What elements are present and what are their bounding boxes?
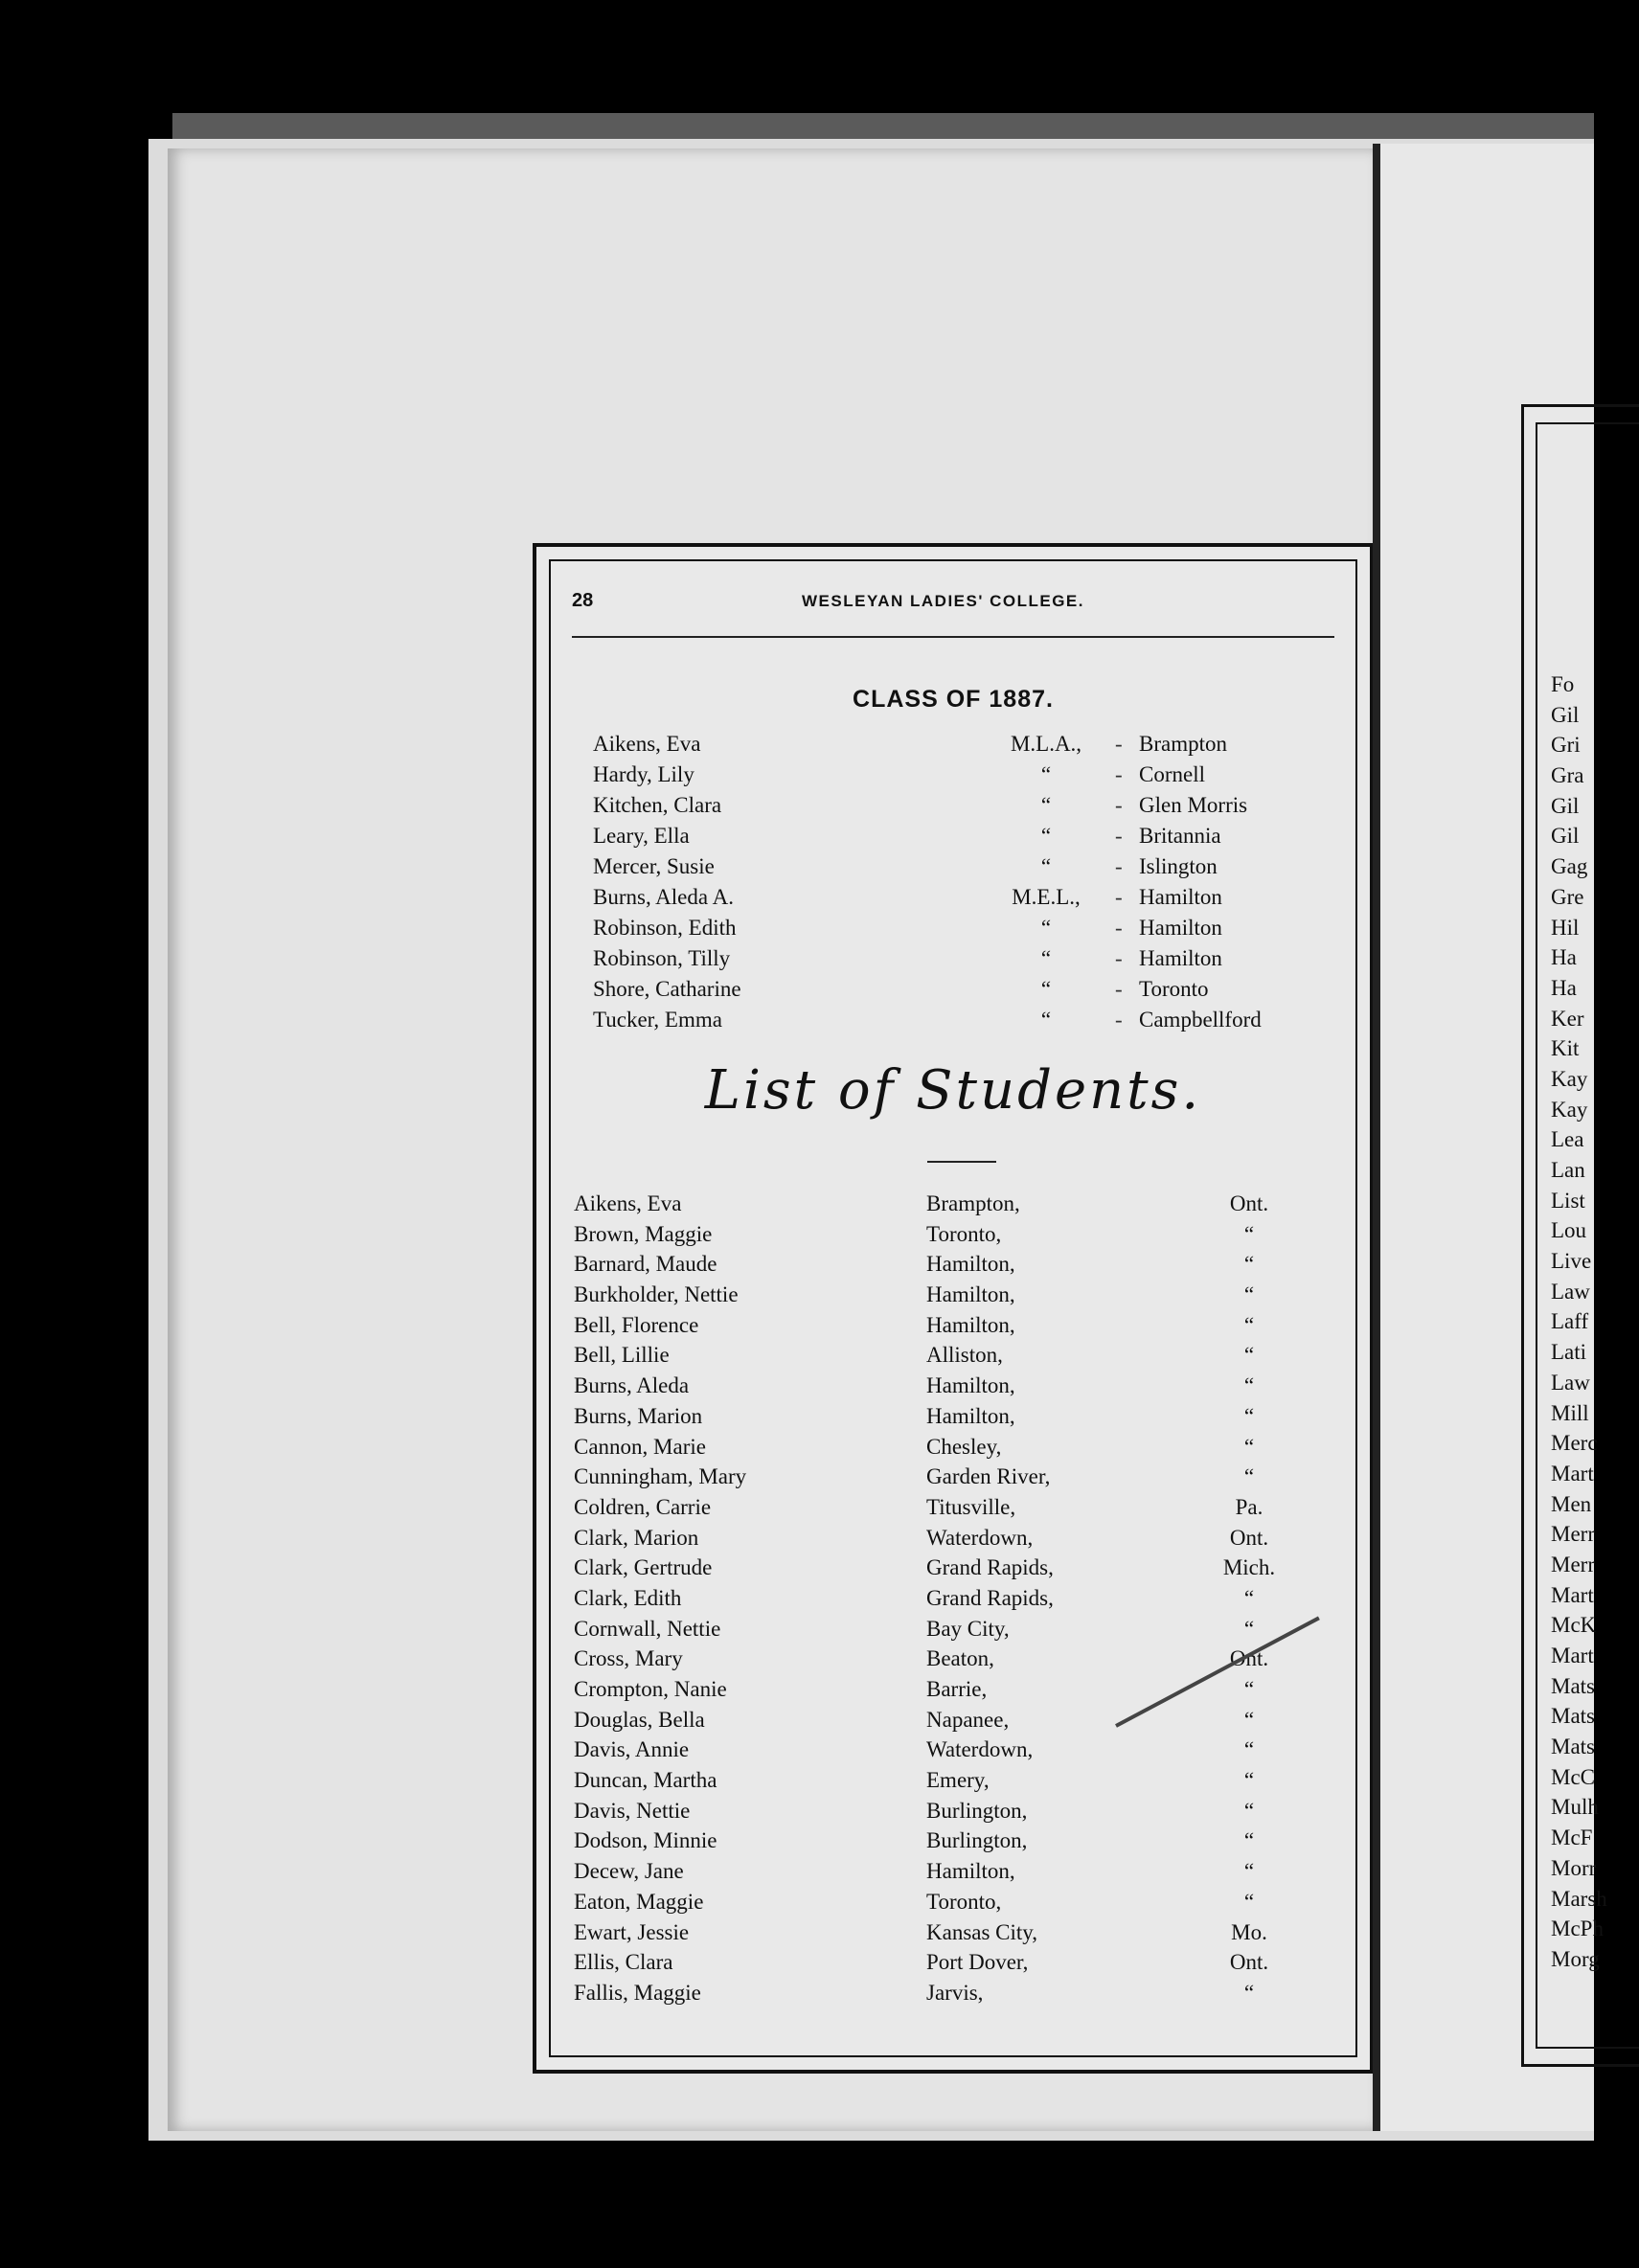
right-page-entry: Gil — [1551, 702, 1580, 727]
student-name: Aikens, Eva — [574, 1191, 682, 1215]
student-row — [574, 1252, 1331, 1282]
graduate-row — [593, 916, 1321, 946]
student-province: Ont. — [1229, 1646, 1269, 1671]
student-row — [574, 1526, 1331, 1556]
running-head — [572, 590, 1327, 619]
graduate-town: Islington — [1139, 854, 1218, 878]
right-page-list — [1551, 672, 1607, 1978]
student-row — [574, 1435, 1331, 1465]
graduate-town: Britannia — [1139, 824, 1221, 848]
right-page-entry: Merr — [1551, 1522, 1595, 1547]
student-name: Clark, Marion — [574, 1525, 699, 1550]
student-province: “ — [1243, 1373, 1255, 1398]
graduate-row — [593, 885, 1321, 916]
right-page-entry: Law — [1551, 1370, 1590, 1395]
right-page-entry: McK — [1551, 1613, 1597, 1638]
class-title: CLASS OF 1887. — [853, 686, 1054, 713]
graduate-degree: “ — [1040, 793, 1052, 817]
student-name: Barnard, Maude — [574, 1252, 717, 1277]
student-name: Duncan, Martha — [574, 1768, 717, 1793]
student-row — [574, 1617, 1331, 1647]
graduate-name: Burns, Aleda A. — [593, 885, 734, 909]
student-province: “ — [1243, 1737, 1255, 1762]
graduate-town: Glen Morris — [1139, 793, 1248, 817]
graduate-degree: “ — [1040, 977, 1052, 1001]
student-province: “ — [1243, 1616, 1255, 1641]
right-page-entry: McPh — [1551, 1916, 1604, 1941]
graduate-row — [593, 1008, 1321, 1038]
student-name: Davis, Nettie — [574, 1798, 691, 1823]
student-row — [574, 1981, 1331, 2011]
student-town: Garden River, — [926, 1464, 1051, 1489]
right-page-entry: Mats — [1551, 1735, 1595, 1759]
student-town: Toronto, — [926, 1889, 1002, 1914]
right-page-entry: Ha — [1551, 975, 1577, 1000]
right-page-entry: List — [1551, 1188, 1585, 1213]
student-province: “ — [1243, 1585, 1255, 1610]
graduate-row — [593, 762, 1321, 793]
student-town: Hamilton, — [926, 1252, 1015, 1277]
right-page-entry: Kay — [1551, 1097, 1588, 1122]
book-gutter — [1373, 144, 1380, 2131]
student-row — [574, 1737, 1331, 1768]
student-row — [574, 1677, 1331, 1708]
right-page-entry: Gil — [1551, 824, 1580, 849]
student-province: “ — [1243, 1707, 1255, 1732]
student-name: Burkholder, Nettie — [574, 1282, 739, 1307]
student-province: “ — [1243, 1677, 1255, 1701]
student-province: “ — [1243, 1343, 1255, 1368]
right-page-entry: Morg — [1551, 1946, 1600, 1971]
student-row — [574, 1799, 1331, 1829]
right-page-entry: Merc — [1551, 1431, 1598, 1456]
student-name: Eaton, Maggie — [574, 1889, 704, 1914]
student-province: Ont. — [1229, 1950, 1269, 1975]
leader-dash: - — [1115, 977, 1123, 1001]
student-name: Dodson, Minnie — [574, 1828, 717, 1853]
student-province: Ont. — [1229, 1525, 1269, 1550]
student-name: Burns, Marion — [574, 1403, 703, 1428]
student-row — [574, 1859, 1331, 1890]
right-page-entry: Mart — [1551, 1461, 1594, 1486]
student-row — [574, 1222, 1331, 1253]
student-row — [574, 1890, 1331, 1920]
student-town: Jarvis, — [926, 1980, 984, 2005]
right-page-entry: Hil — [1551, 915, 1580, 940]
graduate-name: Kitchen, Clara — [593, 793, 722, 817]
graduate-degree: “ — [1040, 946, 1052, 970]
leader-dash: - — [1115, 824, 1123, 848]
right-page-entry: Men — [1551, 1491, 1592, 1516]
list-of-students-title: List of Students. — [704, 1059, 1202, 1122]
student-name: Cannon, Marie — [574, 1434, 706, 1459]
graduate-town: Hamilton — [1139, 946, 1222, 970]
student-name: Bell, Florence — [574, 1312, 699, 1337]
student-town: Chesley, — [926, 1434, 1002, 1459]
graduate-degree: “ — [1040, 1008, 1052, 1032]
graduate-name: Aikens, Eva — [593, 732, 701, 756]
student-town: Hamilton, — [926, 1282, 1015, 1307]
student-row — [574, 1313, 1331, 1344]
student-town: Waterdown, — [926, 1525, 1034, 1550]
student-row — [574, 1555, 1331, 1586]
graduate-degree: “ — [1040, 824, 1052, 848]
student-row — [574, 1464, 1331, 1495]
graduate-row — [593, 946, 1321, 977]
student-name: Clark, Edith — [574, 1585, 682, 1610]
student-name: Cunningham, Mary — [574, 1464, 747, 1489]
student-town: Bay City, — [926, 1616, 1010, 1641]
student-province: “ — [1243, 1403, 1255, 1428]
graduate-degree: “ — [1040, 854, 1052, 878]
right-page-entry: Gag — [1551, 854, 1588, 879]
student-name: Bell, Lillie — [574, 1343, 670, 1368]
header-rule — [572, 636, 1334, 638]
student-town: Grand Rapids, — [926, 1585, 1054, 1610]
student-province: Ont. — [1229, 1191, 1269, 1215]
right-page-entry: Gre — [1551, 884, 1584, 909]
right-page-entry: Lou — [1551, 1218, 1587, 1243]
right-page-entry: Mart — [1551, 1644, 1594, 1667]
student-town: Alliston, — [926, 1343, 1003, 1368]
student-name: Brown, Maggie — [574, 1221, 713, 1246]
right-page-entry: Live — [1551, 1249, 1592, 1274]
student-town: Hamilton, — [926, 1373, 1015, 1398]
graduate-town: Hamilton — [1139, 885, 1222, 909]
student-name: Ellis, Clara — [574, 1950, 673, 1975]
student-province: “ — [1243, 1434, 1255, 1459]
right-page — [1380, 144, 1607, 2131]
graduate-town: Cornell — [1139, 762, 1205, 786]
student-province: Pa. — [1235, 1494, 1263, 1519]
graduate-row — [593, 977, 1321, 1008]
graduate-name: Robinson, Tilly — [593, 946, 731, 970]
right-page-entry: Mart — [1551, 1582, 1594, 1607]
student-town: Hamilton, — [926, 1312, 1015, 1337]
leader-dash: - — [1115, 1008, 1123, 1032]
leader-dash: - — [1115, 885, 1123, 909]
right-page-entry: Kit — [1551, 1036, 1580, 1061]
student-province: “ — [1243, 1252, 1255, 1277]
leader-dash: - — [1115, 916, 1123, 940]
student-province: Mich. — [1222, 1555, 1276, 1580]
student-province: “ — [1243, 1221, 1255, 1246]
student-row — [574, 1404, 1331, 1435]
student-name: Fallis, Maggie — [574, 1980, 701, 2005]
right-page-entry: Marsh — [1551, 1886, 1607, 1911]
graduate-degree: “ — [1040, 916, 1052, 940]
graduate-town: Hamilton — [1139, 916, 1222, 940]
student-row — [574, 1708, 1331, 1738]
student-name: Clark, Gertrude — [574, 1555, 713, 1580]
right-page-entry: Gri — [1551, 733, 1581, 758]
student-town: Hamilton, — [926, 1859, 1015, 1884]
student-town: Barrie, — [926, 1677, 988, 1701]
college-title: WESLEYAN LADIES' COLLEGE. — [802, 592, 1084, 610]
page-number: 28 — [572, 590, 594, 611]
graduate-name: Robinson, Edith — [593, 916, 737, 940]
student-town: Grand Rapids, — [926, 1555, 1054, 1580]
page-frame-inner — [549, 559, 1357, 2057]
graduate-row — [593, 854, 1321, 885]
student-row — [574, 1768, 1331, 1799]
student-province: “ — [1243, 1859, 1255, 1884]
graduate-name: Leary, Ella — [593, 824, 690, 848]
right-page-entry: McC — [1551, 1764, 1595, 1789]
student-province: “ — [1243, 1828, 1255, 1853]
student-province: “ — [1243, 1282, 1255, 1307]
page-frame — [533, 543, 1374, 2074]
student-name: Ewart, Jessie — [574, 1919, 690, 1944]
graduate-degree: “ — [1040, 762, 1052, 786]
student-row — [574, 1950, 1331, 1981]
graduate-town: Toronto — [1139, 977, 1209, 1001]
right-page-entry: Morr — [1551, 1855, 1597, 1880]
students-list — [574, 1191, 1331, 2011]
student-row — [574, 1343, 1331, 1373]
student-row — [574, 1191, 1331, 1222]
student-province: “ — [1243, 1889, 1255, 1914]
student-town: Brampton, — [926, 1191, 1020, 1215]
right-page-entry: Merr — [1551, 1552, 1595, 1576]
right-page-entry: Fo — [1551, 672, 1575, 696]
right-page-entry: Mats — [1551, 1673, 1595, 1698]
right-page-entry: Kay — [1551, 1066, 1588, 1091]
right-page-entry: Mulh — [1551, 1795, 1599, 1820]
graduate-row — [593, 824, 1321, 854]
leader-dash: - — [1115, 793, 1123, 817]
student-town: Toronto, — [926, 1221, 1002, 1246]
student-province: Mo. — [1231, 1919, 1267, 1944]
student-province: “ — [1243, 1312, 1255, 1337]
student-town: Kansas City, — [926, 1919, 1038, 1944]
student-town: Burlington, — [926, 1828, 1028, 1853]
student-province: “ — [1243, 1464, 1255, 1489]
graduate-name: Shore, Catharine — [593, 977, 741, 1001]
right-page-entry: Gil — [1551, 793, 1580, 818]
graduate-name: Mercer, Susie — [593, 854, 715, 878]
section-rule — [927, 1161, 996, 1163]
student-row — [574, 1586, 1331, 1617]
student-name: Burns, Aleda — [574, 1373, 690, 1398]
student-name: Cornwall, Nettie — [574, 1616, 721, 1641]
student-town: Hamilton, — [926, 1403, 1015, 1428]
right-page-entry: Ker — [1551, 1006, 1584, 1031]
graduate-town: Brampton — [1139, 732, 1227, 756]
right-page-entry: Law — [1551, 1279, 1590, 1304]
graduate-town: Campbellford — [1139, 1008, 1262, 1032]
leader-dash: - — [1115, 946, 1123, 970]
student-town: Waterdown, — [926, 1737, 1034, 1762]
right-page-entry: Ha — [1551, 945, 1577, 970]
student-town: Beaton, — [926, 1646, 994, 1671]
student-town: Napanee, — [926, 1707, 1010, 1732]
leader-dash: - — [1115, 762, 1123, 786]
student-row — [574, 1495, 1331, 1526]
graduate-degree: M.L.A., — [1010, 732, 1082, 756]
graduate-name: Hardy, Lily — [593, 762, 694, 786]
right-page-entry: Gra — [1551, 763, 1584, 788]
right-page-entry: McF — [1551, 1826, 1593, 1850]
student-name: Davis, Annie — [574, 1737, 690, 1762]
graduates-list — [593, 732, 1321, 1038]
right-page-entry: Lan — [1551, 1158, 1585, 1182]
graduate-degree: M.E.L., — [1012, 885, 1081, 909]
graduate-row — [593, 793, 1321, 824]
student-row — [574, 1282, 1331, 1313]
student-town: Port Dover, — [926, 1950, 1029, 1975]
student-row — [574, 1373, 1331, 1404]
student-name: Crompton, Nanie — [574, 1677, 727, 1701]
graduate-name: Tucker, Emma — [593, 1008, 722, 1032]
student-town: Titusville, — [926, 1494, 1016, 1519]
student-town: Emery, — [926, 1768, 990, 1793]
student-province: “ — [1243, 1768, 1255, 1793]
right-page-entry: Lati — [1551, 1340, 1587, 1365]
student-row — [574, 1920, 1331, 1951]
leader-dash: - — [1115, 854, 1123, 878]
student-name: Coldren, Carrie — [574, 1494, 712, 1519]
right-page-entry: Lea — [1551, 1127, 1584, 1152]
student-town: Burlington, — [926, 1798, 1028, 1823]
right-page-entry: Mats — [1551, 1704, 1595, 1729]
leader-dash: - — [1115, 732, 1123, 756]
graduate-row — [593, 732, 1321, 762]
left-page — [168, 148, 1373, 2131]
student-province: “ — [1243, 1980, 1255, 2005]
student-row — [574, 1828, 1331, 1859]
student-province: “ — [1243, 1798, 1255, 1823]
student-name: Decew, Jane — [574, 1859, 684, 1884]
right-page-entry: Laff — [1551, 1309, 1589, 1334]
student-name: Douglas, Bella — [574, 1707, 705, 1732]
right-page-entry: Mill — [1551, 1400, 1589, 1425]
student-name: Cross, Mary — [574, 1646, 683, 1671]
